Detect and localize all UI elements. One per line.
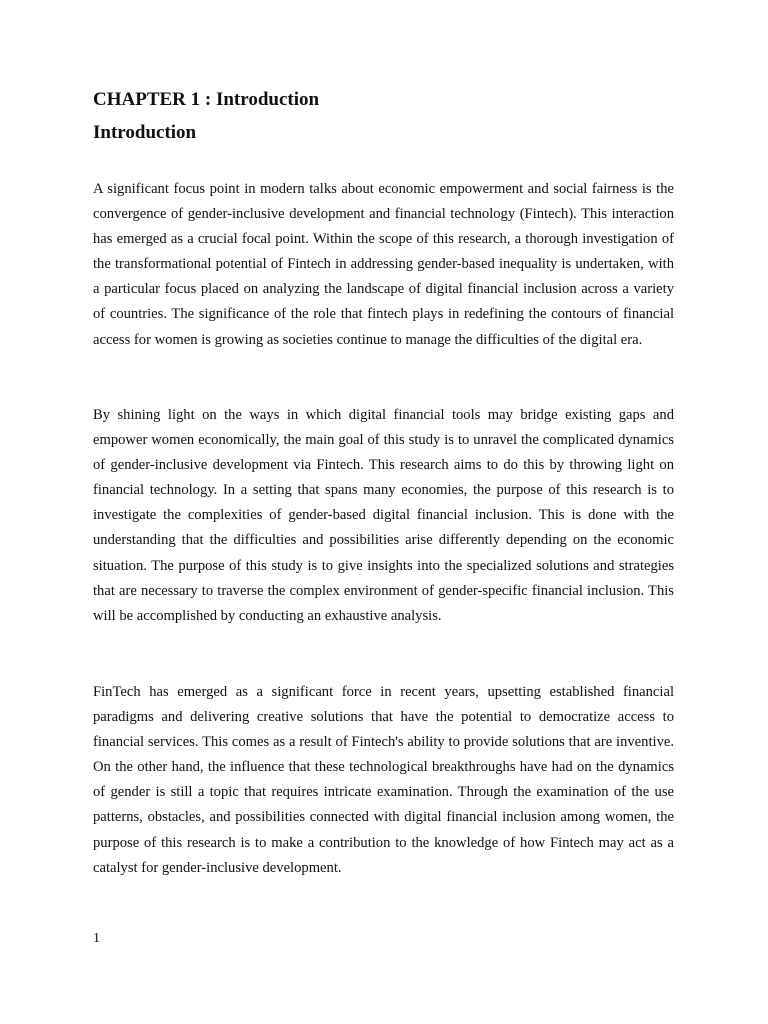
section-title: Introduction [93,122,197,143]
paragraph-3: FinTech has emerged as a significant force in recent years, upsetting established financial paradigms and delivering creative solutions that have the potential to democratize access to financial services. This comes as a result of Fintech's ability to provide solutions that are inventive. On the other hand, the influence that these technological breakthroughs have had on the dynamics of gender is still a topic that requires intricate examination. Through the examination of the use patterns, obstacles, and possibilities connected with digital financial inclusion among women, the purpose of this research is to make a contribution to the knowledge of how Fintech may act as a catalyst for gender-inclusive development. [93,684,674,876]
paragraph-1: A significant focus point in modern talks about economic empowerment and social fairness is the convergence of gender-inclusive development and financial technology (Fintech). This interaction has emerged as a crucial focal point. Within the scope of this research, a thorough investigation of the transformational potential of Fintech in addressing gender-based inequality is undertaken, with a particular focus placed on analyzing the landscape of digital financial inclusion across a variety of countries. The significance of the role that fintech plays in redefining the contours of financial access for women is growing as societies continue to manage the difficulties of the digital era. [93,181,674,348]
page-number: 1 [93,931,100,946]
paragraph-2: By shining light on the ways in which digital financial tools may bridge existing gaps and empower women economically, the main goal of this study is to unravel the complicated dynamics of gender-inclusive development via Fintech. This research aims to do this by throwing light on financial technology. In a setting that spans many economies, the purpose of this research is to investigate the complexities of gender-based digital financial inclusion. This is done with the understanding that the difficulties and possibilities arise differently depending on the economic situation. The purpose of this study is to give insights into the specialized solutions and strategies that are necessary to traverse the complex environment of gender-specific financial inclusion. This will be accomplished by conducting an exhaustive analysis. [93,407,674,624]
chapter-title: CHAPTER 1 : Introduction [93,89,320,110]
